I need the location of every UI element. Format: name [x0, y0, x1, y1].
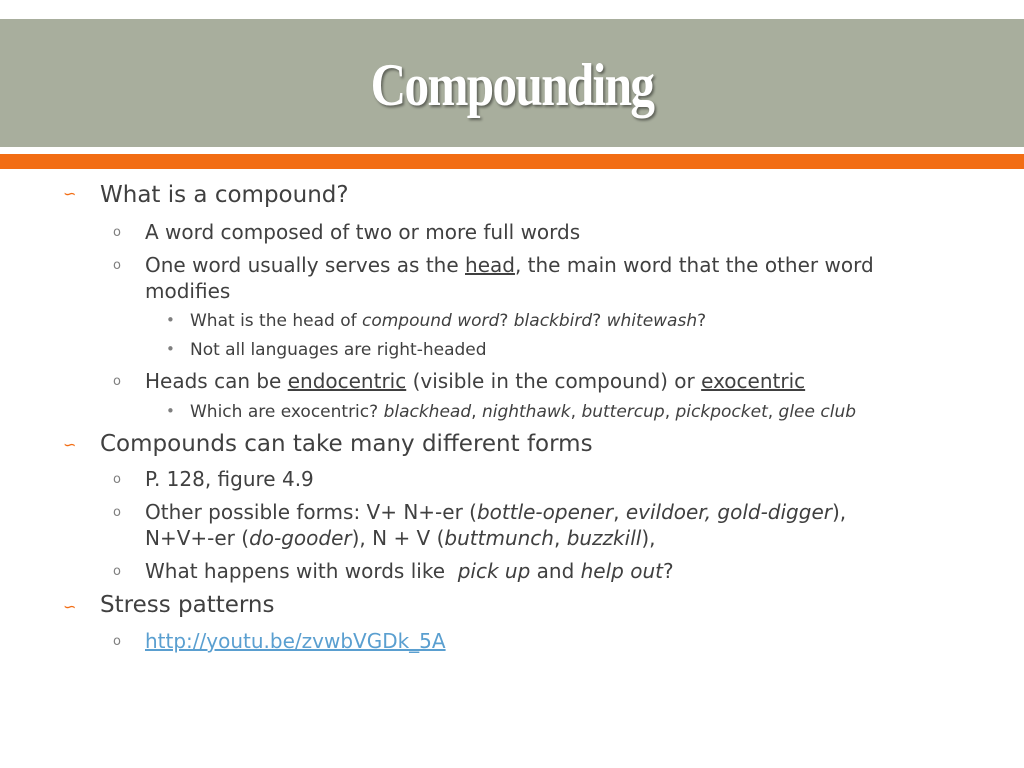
- bullet-heads-endo-exo: Heads can be endocentric (visible in the compound) or exocentric: [145, 369, 806, 393]
- circle-bullet-icon: o: [113, 634, 121, 649]
- circle-bullet-icon: o: [113, 505, 121, 520]
- bullet-definition: A word composed of two or more full words: [145, 220, 581, 244]
- bullet-what-happens: What happens with words like pick up and help out?: [145, 559, 674, 583]
- circle-bullet-icon: o: [113, 564, 121, 579]
- accent-bar: [0, 154, 1024, 169]
- bullet-right-headed: Not all languages are right-headed: [190, 340, 487, 360]
- circle-bullet-icon: o: [113, 225, 121, 240]
- dot-bullet-icon: •: [166, 340, 175, 358]
- bullet-icon: ∽: [63, 435, 77, 454]
- slide-title: Compounding: [370, 52, 654, 118]
- bullet-head-line2: modifies: [145, 279, 231, 303]
- youtube-link[interactable]: http://youtu.be/zvwbVGDk_5A: [145, 629, 446, 653]
- bullet-other-forms-line1: Other possible forms: V+ N+-er (bottle-opener, evildoer, gold-digger),: [145, 500, 847, 524]
- circle-bullet-icon: o: [113, 472, 121, 487]
- dot-bullet-icon: •: [166, 402, 175, 420]
- circle-bullet-icon: o: [113, 374, 121, 389]
- circle-bullet-icon: o: [113, 258, 121, 273]
- bullet-compound-forms: Compounds can take many different forms: [100, 431, 593, 457]
- dot-bullet-icon: •: [166, 311, 175, 329]
- bullet-page-ref: P. 128, figure 4.9: [145, 467, 314, 491]
- bullet-what-is-compound: What is a compound?: [100, 182, 349, 208]
- bullet-stress-patterns: Stress patterns: [100, 592, 275, 618]
- bullet-other-forms-line2: N+V+-er (do-gooder), N + V (buttmunch, buzzkill),: [145, 526, 656, 550]
- bullet-icon: ∽: [63, 597, 77, 616]
- bullet-exocentric-question: Which are exocentric? blackhead, nighthawk, buttercup, pickpocket, glee club: [190, 402, 857, 422]
- bullet-head-question: What is the head of compound word? blackbird? whitewash?: [190, 311, 707, 331]
- bullet-head-line1: One word usually serves as the head, the main word that the other word: [145, 253, 874, 277]
- bullet-icon: ∽: [63, 184, 77, 203]
